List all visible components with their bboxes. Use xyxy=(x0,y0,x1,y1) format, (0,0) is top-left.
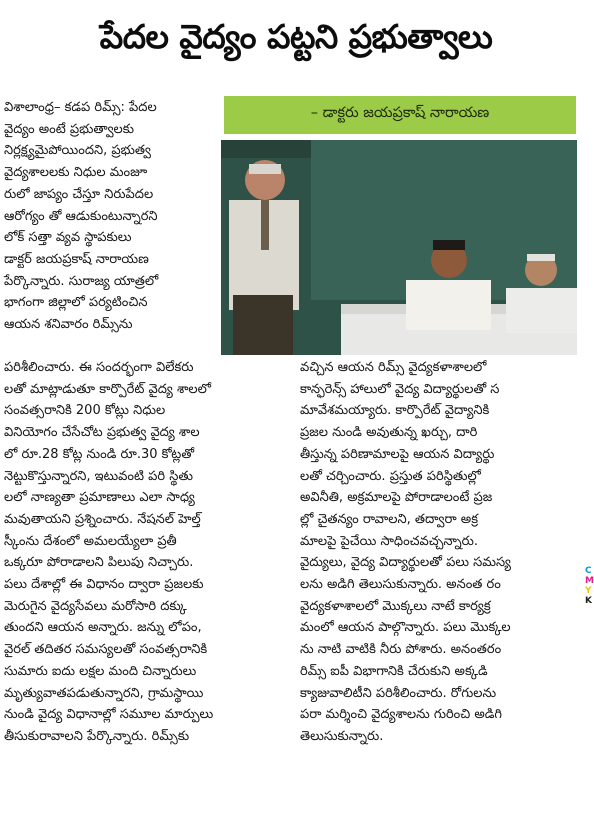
article-line: నుండి వైద్య విధానాల్లో సమూల మార్పులు xyxy=(4,707,214,723)
article-line: సంవత్సరానికి 200 కోట్లు నిధుల xyxy=(4,403,166,419)
print-registration-marks xyxy=(585,520,592,610)
article-line: రులో జాప్యం చేస్తూ నిరుపేదల xyxy=(4,186,154,202)
article-line: డాక్టర్ జయప్రకాష్ నారాయణ xyxy=(4,251,149,267)
headline: పేదల వైద్యం పట్టని ప్రభుత్వాలు xyxy=(99,16,493,56)
article-line: వైరల్ తదితర సమస్యలతో సంవత్సరానికి xyxy=(4,642,208,658)
article-line: మెరుగైన వైద్యసేవలు మరోసారి దక్కు xyxy=(4,598,187,614)
edge-mark-c: C xyxy=(585,566,592,576)
article-column-1-top xyxy=(4,97,218,336)
article-line: తుందని ఆయన అన్నారు. జన్ను లోపం, xyxy=(4,620,202,636)
article-line: అవినీతి, అక్రమాలపై పోరాడాలంటే ప్రజ xyxy=(300,490,493,506)
article-line: లతో చర్చించారు. ప్రస్తుత పరిస్థితుల్లో xyxy=(300,468,481,484)
byline: – డాక్టరు జయప్రకాష్ నారాయణ xyxy=(224,96,576,134)
article-line: ఆయన శనివారం రిమ్స్‌ను xyxy=(4,317,133,333)
article-line: భాగంగా జిల్లాలో పర్యటించిన xyxy=(4,295,148,311)
article-line: లతో మాట్లాడుతూ కార్పొరేట్ వైద్య శాలలో xyxy=(4,381,212,397)
article-column-1-bottom xyxy=(4,357,294,748)
article-line: నిర్లక్ష్యమైపోయిందని, ప్రభుత్వ xyxy=(4,143,151,159)
edge-mark-y: Y xyxy=(585,586,592,596)
article-line: ఆరోగ్యం తో ఆడుకుంటున్నారని xyxy=(4,208,158,224)
article-line: వైద్యులు, వైద్య విద్యార్థులతో పలు సమస్య xyxy=(300,555,511,571)
edge-mark-k: K xyxy=(585,596,592,606)
article-line: వైద్యం అంటే ప్రభుత్వాలకు xyxy=(4,121,135,137)
article-line: నెట్టుకొస్తున్నారని, ఇటువంటి పరి స్థితు xyxy=(4,468,194,484)
article-line: వచ్చిన ఆయన రిమ్స్ వైద్యకళాశాలలో xyxy=(300,360,487,375)
edge-mark-m: M xyxy=(585,576,594,586)
article-line: వైద్యకళాశాలలో మొక్కలు నాటే కార్యక్ర xyxy=(300,598,491,614)
article-line: ను నాటి వాటికి నీరు పోశారు. అనంతరం xyxy=(300,642,502,658)
article-line: మావేశమయ్యారు. కార్పొరేట్ వైద్యానికి xyxy=(300,403,490,419)
article-line: సుమారు ఐదు లక్షల మంది చిన్నారులు xyxy=(4,663,197,679)
article-line: తెలుసుకున్నారు. xyxy=(300,728,384,744)
article-line: లను అడిగి తెలుసుకున్నారు. అనంత రం xyxy=(300,577,501,593)
article-column-2 xyxy=(300,357,586,748)
article-line: మవుతాయని ప్రశ్నించారు. నేషనల్ హెల్త్ xyxy=(4,511,201,527)
article-line: ల్లో చైతన్యం రావాలని, తద్వారా అక్ర xyxy=(300,511,478,527)
article-line: పేర్కొన్నారు. సురాజ్య యాత్రలో xyxy=(4,273,159,289)
article-line: మంలో ఆయన పాల్గొన్నారు. పలు మొక్కల xyxy=(300,620,511,636)
article-photo xyxy=(221,140,577,355)
article-line: క్యాజువాలిటీని పరిశీలించారు. రోగులను xyxy=(300,685,497,701)
article-line: మాలపై పైచేయి సాధించవచ్చన్నారు. xyxy=(300,533,478,549)
article-line: పరిశీలించారు. ఈ సందర్భంగా విలేకరు xyxy=(4,360,194,375)
article-line: పలు దేశాల్లో ఈ విధానం ద్వారా ప్రజలకు xyxy=(4,577,204,593)
photo-illustration xyxy=(221,140,577,355)
article-line: ఒక్కరూ పోరాడాలని పిలుపు నిచ్చారు. xyxy=(4,555,194,571)
article-line: లోక్ సత్తా వ్యవ స్థాపకులు xyxy=(4,230,132,246)
article-line: తీసుకురావాలని పేర్కొన్నారు. రిమ్స్‌కు xyxy=(4,728,190,744)
article-line: లో రూ.28 కోట్ల నుండి రూ.30 కోట్లతో xyxy=(4,446,195,462)
article-line: లలో నాణ్యతా ప్రమాణాలు ఎలా సాధ్య xyxy=(4,490,195,506)
article-line: స్కీంను దేశంలో అమలయ్యేలా ప్రతీ xyxy=(4,533,177,549)
article-line: కాన్ఫరెన్స్ హాలులో వైద్య విద్యార్థులతో స xyxy=(300,381,500,397)
article-line: వైద్యశాలలకు నిధుల మంజూ xyxy=(4,165,148,181)
article-line: పరా మర్శించి వైద్యశాలను గురించి అడిగి xyxy=(300,707,502,723)
article-line: విశాలాంధ్ర– కడప రిమ్స్: పేదల xyxy=(4,100,157,115)
article-line: మృత్యువాతపడుతున్నారని, గ్రామస్థాయి xyxy=(4,685,204,701)
article-line: తీస్తున్న పరిణామాలపై ఆయన విద్యార్థు xyxy=(300,446,495,462)
article-line: రిమ్స్ ఐపీ విభాగానికి చేరుకుని అక్కడి xyxy=(300,663,488,679)
article-line: వినియోగం చేసేచోట ప్రభుత్వ వైద్య శాల xyxy=(4,425,200,441)
article-line: ప్రజల నుండి అవుతున్న ఖర్చు, దారి xyxy=(300,425,478,441)
